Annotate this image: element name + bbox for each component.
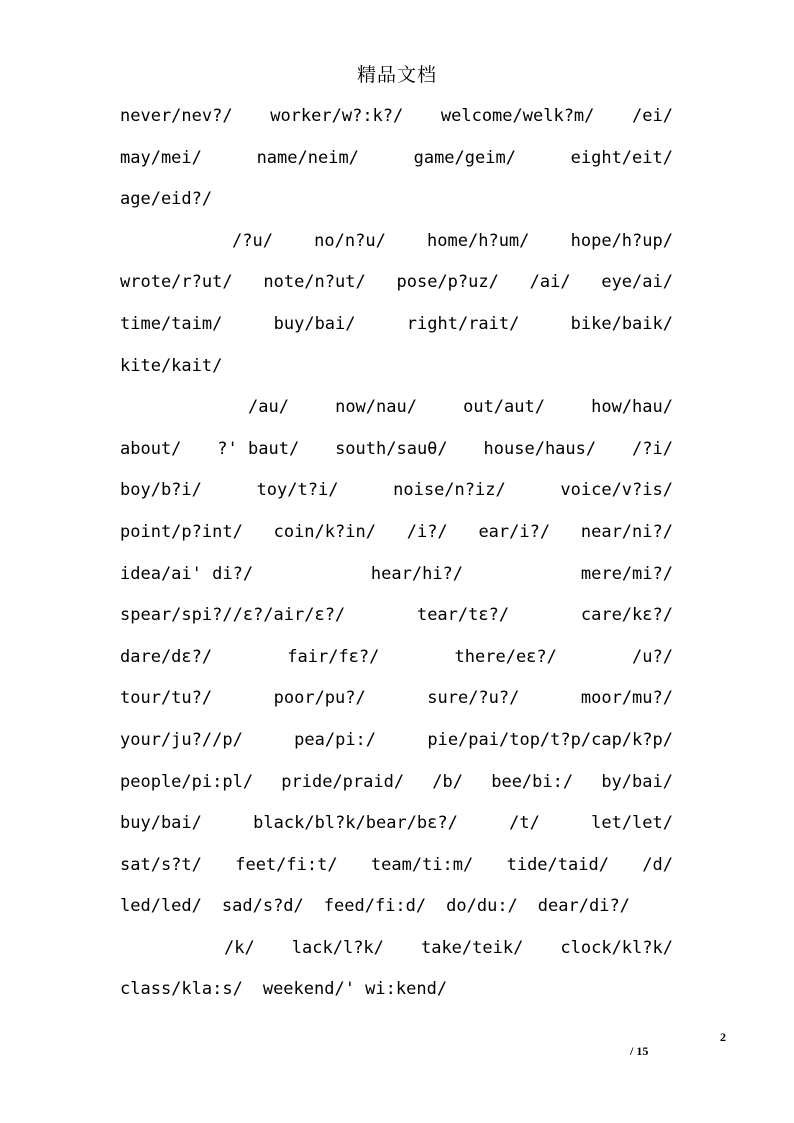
word-entry: sure/?u?/: [427, 688, 520, 709]
word-entry: fair/fε?/: [287, 646, 380, 667]
word-entry: voice/v?is/: [560, 480, 673, 501]
word-entry: clock/kl?k/: [560, 937, 673, 958]
word-entry: /d/: [642, 854, 673, 875]
word-entry: point/p?int/: [120, 521, 243, 542]
text-line: [120, 138, 673, 180]
text-line: [120, 179, 673, 221]
word-entry: now/nau/: [335, 397, 417, 418]
word-entry: /au/: [248, 397, 289, 418]
word-entry: your/ju?//p/: [120, 729, 243, 750]
text-line: [120, 221, 673, 263]
text-line: [120, 387, 673, 429]
word-entry: out/aut/: [463, 397, 545, 418]
word-entry: south/sauθ/: [335, 438, 448, 459]
word-entry: near/ni?/: [580, 521, 673, 542]
word-entry: team/ti:m/: [370, 854, 474, 875]
text-line: [120, 512, 673, 554]
word-entry: take/teik/: [420, 937, 524, 958]
word-entry: pride/praid/: [281, 771, 405, 792]
text-line: [120, 595, 673, 637]
word-entry: toy/t?i/: [256, 480, 339, 501]
word-entry: kite/kait/: [120, 355, 223, 376]
word-entry: moor/mu?/: [580, 688, 673, 709]
word-entry: spear/spi?//ε?/air/ε?/: [120, 605, 346, 626]
word-entry: tear/tε?/: [416, 605, 510, 626]
word-entry: care/kε?/: [580, 605, 673, 626]
word-entry: home/h?um/: [427, 230, 530, 251]
phonetics-text-block: [120, 96, 673, 1011]
word-entry: dare/dε?/: [120, 646, 213, 667]
text-line: [120, 720, 673, 762]
word-entry: there/eε?/: [454, 646, 557, 667]
word-entry: age/eid?/: [120, 189, 213, 210]
page-number: 2: [720, 1030, 726, 1044]
word-entry: pea/pi:/: [294, 729, 377, 750]
word-entry: feet/fi:t/: [235, 854, 338, 875]
word-entry: by/bai/: [601, 771, 673, 792]
word-entry: lack/l?k/: [291, 937, 384, 958]
word-entry: sad/s?d/: [221, 896, 304, 917]
word-entry: let/let/: [591, 813, 673, 834]
page-total: / 15: [630, 1044, 649, 1058]
text-line: [120, 928, 673, 970]
text-line: [120, 429, 673, 471]
word-entry: about/: [120, 438, 182, 459]
word-entry: pose/p?uz/: [396, 272, 499, 293]
word-entry: right/rait/: [406, 313, 520, 334]
text-line: [120, 470, 673, 512]
word-entry: /i?/: [406, 521, 448, 542]
text-line: [120, 678, 673, 720]
word-entry: game/geim/: [413, 147, 516, 168]
text-line: [120, 637, 673, 679]
word-entry: idea/ai' di?/: [120, 563, 254, 584]
word-entry: /u?/: [632, 646, 673, 667]
word-entry: wrote/r?ut/: [120, 272, 233, 293]
word-entry: eye/ai/: [601, 272, 673, 293]
word-entry: never/nev?/: [120, 106, 233, 126]
text-line: [120, 262, 673, 304]
word-entry: ?' baut/: [217, 438, 300, 459]
word-entry: poor/pu?/: [273, 688, 366, 709]
word-entry: do/du:/: [446, 896, 518, 917]
word-entry: house/haus/: [483, 438, 597, 459]
text-line: [120, 554, 673, 596]
word-entry: no/n?u/: [314, 230, 386, 251]
word-entry: dear/di?/: [537, 896, 630, 917]
word-entry: coin/k?in/: [273, 521, 376, 542]
word-entry: noise/n?iz/: [393, 480, 506, 501]
word-entry: /ai/: [529, 272, 571, 293]
word-entry: /?u/: [232, 230, 273, 251]
text-line: [120, 845, 673, 887]
word-entry: /t/: [509, 813, 540, 834]
word-entry: time/taim/: [120, 313, 223, 334]
page-header-title: 精品文档: [356, 64, 437, 86]
word-entry: /ei/: [632, 106, 673, 126]
word-entry: black/bl?k/bear/bε?/: [253, 813, 458, 834]
word-entry: worker/w?:k?/: [270, 106, 404, 126]
word-entry: /k/: [224, 937, 255, 958]
word-entry: name/neim/: [256, 147, 359, 168]
text-line: [120, 969, 673, 1011]
word-entry: bee/bi:/: [491, 771, 574, 792]
word-entry: weekend/' wi:kend/: [262, 979, 448, 1000]
word-entry: people/pi:pl/: [120, 771, 254, 792]
word-entry: boy/b?i/: [120, 480, 202, 501]
word-entry: how/hau/: [591, 397, 673, 418]
word-entry: feed/fi:d/: [323, 896, 427, 917]
word-entry: tide/taid/: [506, 854, 609, 875]
word-entry: led/led/: [120, 896, 202, 917]
word-entry: note/n?ut/: [263, 272, 366, 293]
word-entry: sat/s?t/: [120, 854, 202, 875]
word-entry: welcome/welk?m/: [440, 106, 595, 126]
word-entry: hope/h?up/: [570, 230, 673, 251]
word-entry: ear/i?/: [478, 521, 551, 542]
text-line: [120, 803, 673, 845]
word-entry: hear/hi?/: [370, 563, 464, 584]
word-entry: /?i/: [632, 438, 673, 459]
word-entry: buy/bai/: [273, 313, 356, 334]
text-line: [120, 96, 673, 138]
word-entry: bike/baik/: [570, 313, 673, 334]
word-entry: eight/eit/: [570, 147, 673, 168]
text-line: [120, 886, 673, 928]
word-entry: /b/: [432, 771, 464, 792]
word-entry: tour/tu?/: [120, 688, 213, 709]
text-line: [120, 304, 673, 346]
word-entry: may/mei/: [120, 147, 202, 168]
word-entry: pie/pai/top/t?p/cap/k?p/: [427, 729, 673, 750]
word-entry: mere/mi?/: [580, 563, 673, 584]
text-line: [120, 762, 673, 804]
word-entry: buy/bai/: [120, 813, 202, 834]
text-line: [120, 346, 673, 388]
word-entry: class/kla:s/: [120, 979, 243, 1000]
